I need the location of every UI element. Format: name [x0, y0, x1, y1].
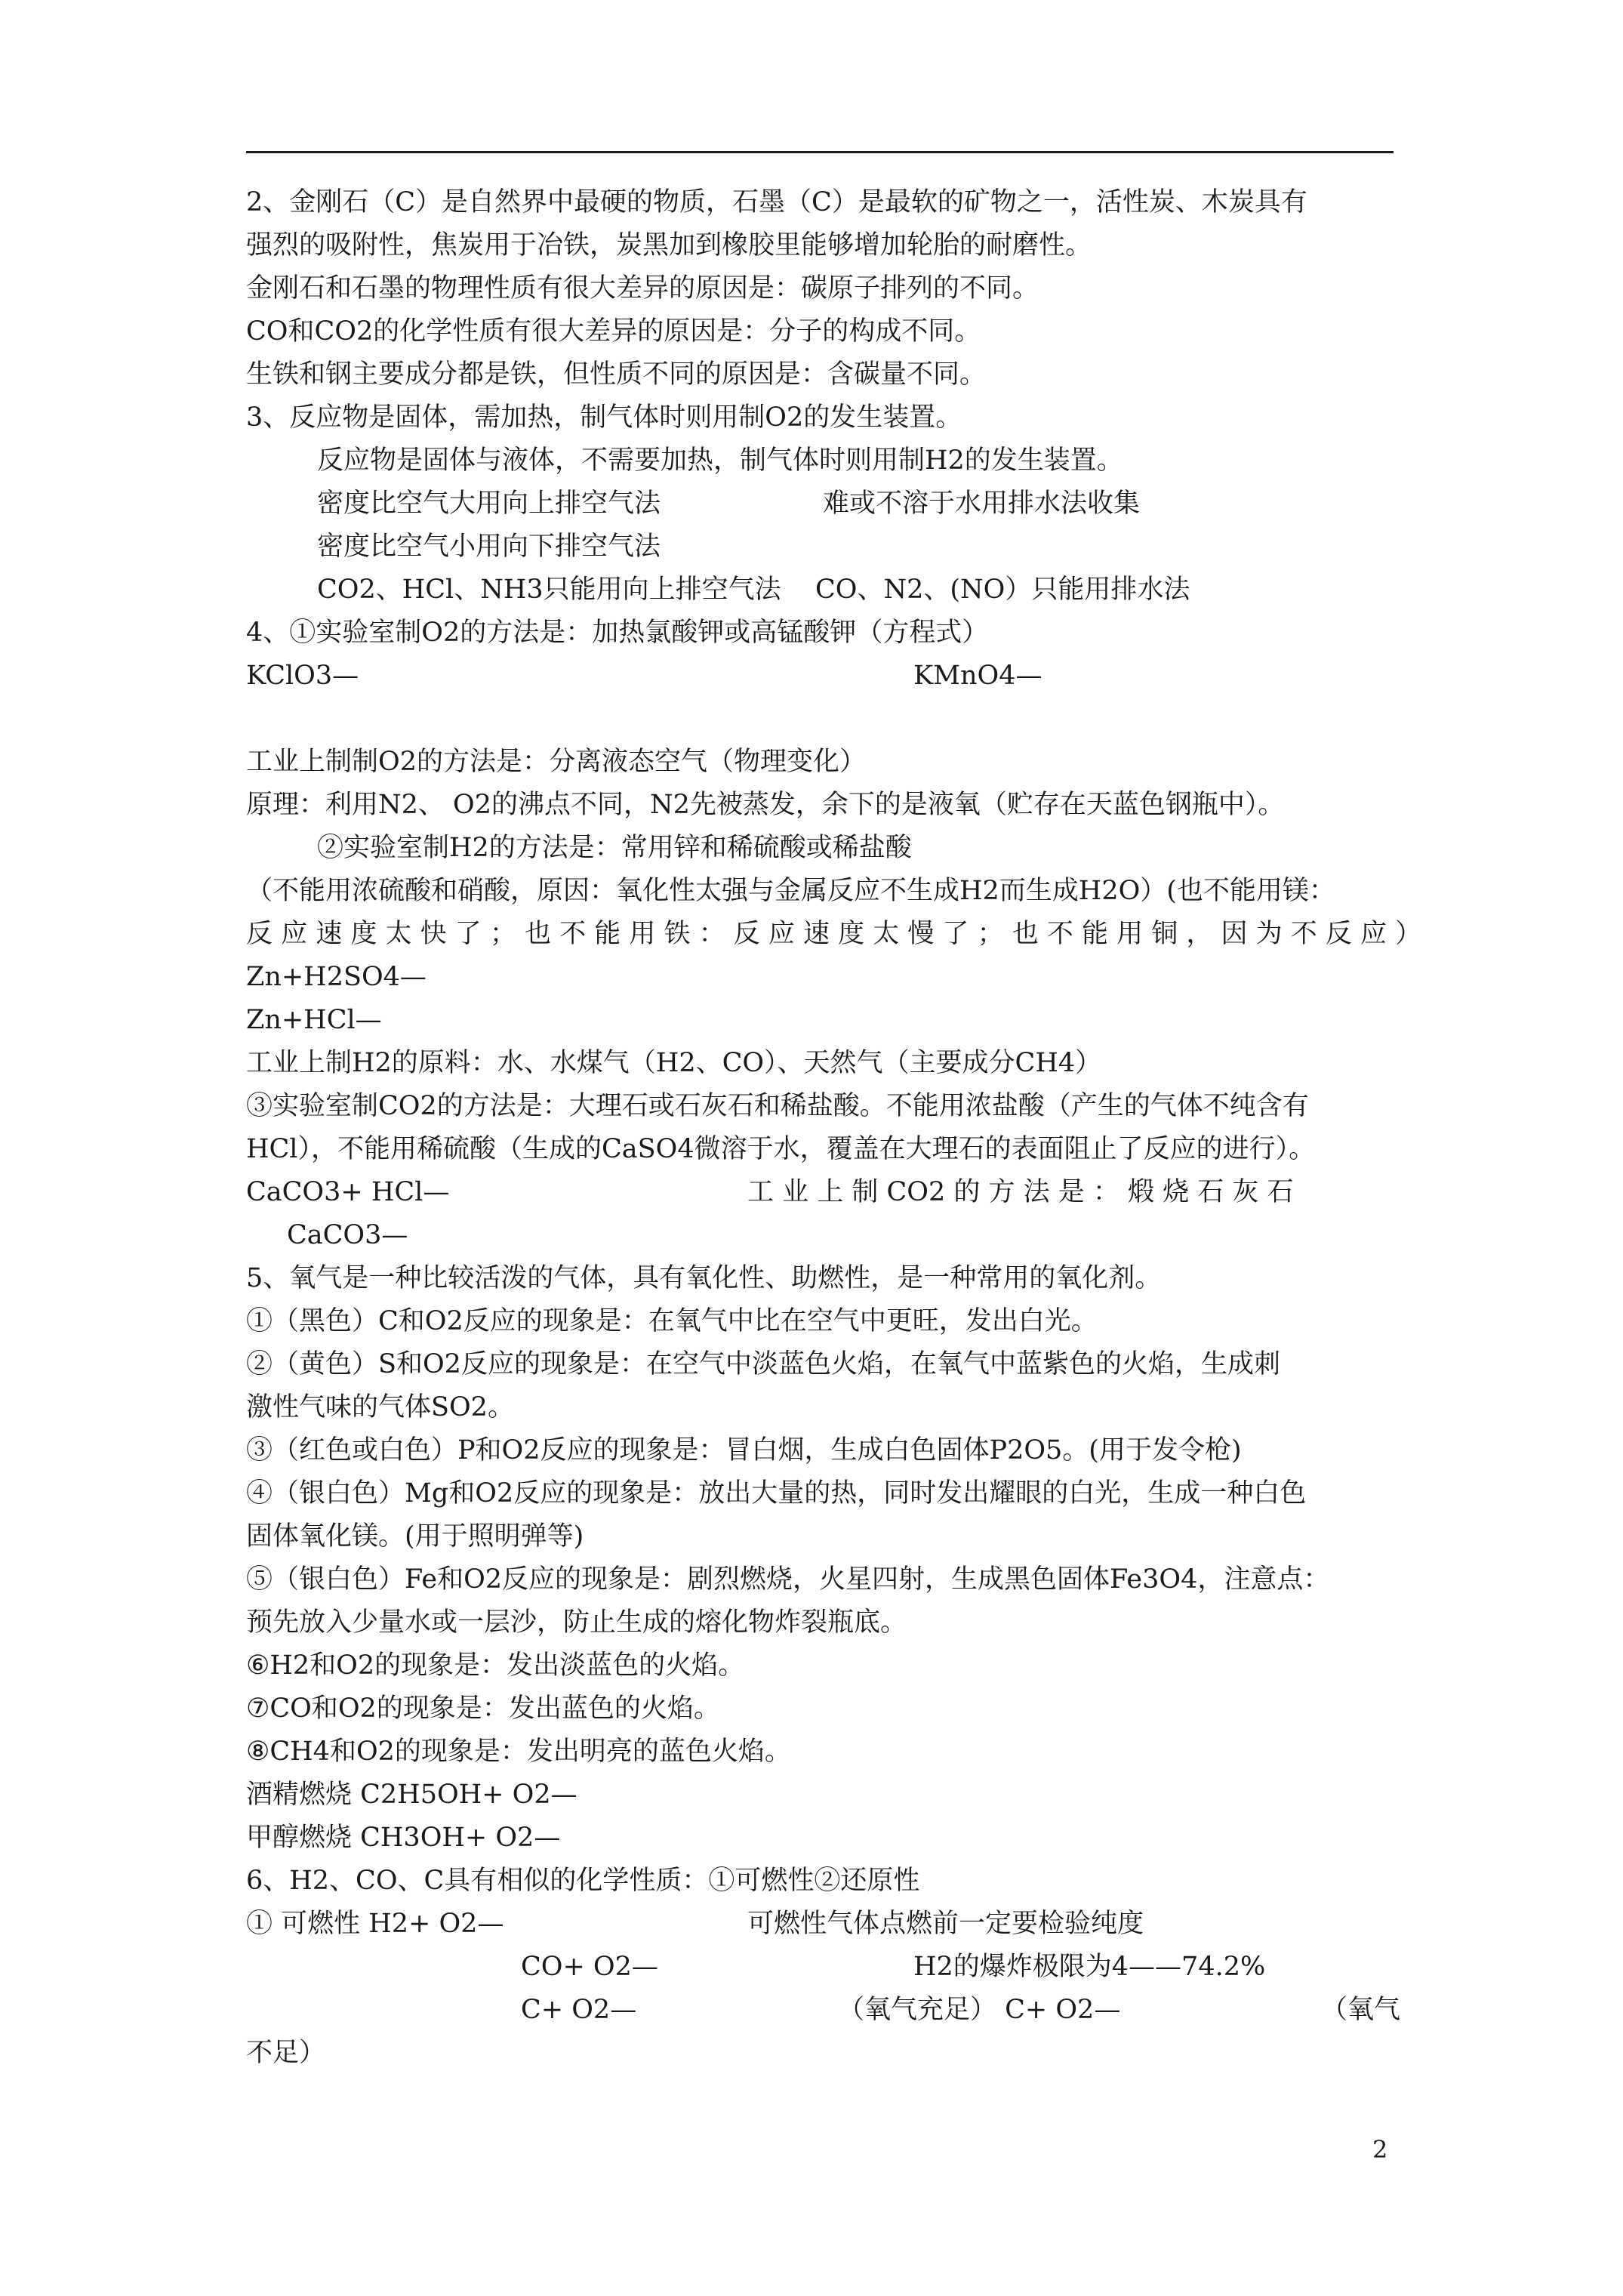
text-line: ①（黑色）C和O2反应的现象是：在氧气中比在空气中更旺，发出白光。: [246, 1306, 1098, 1336]
text-line: 反 应 速 度 太 快 了 ； 也 不 能 用 铁 ： 反 应 速 度 太 慢 了 ； 也 不 能 用 铜 ， 因 为 不 反 应 ）: [246, 919, 1422, 949]
text-line: 4、①实验室制O2的方法是：加热氯酸钾或高锰酸钾（方程式）: [246, 618, 989, 648]
text-line: CaCO3—: [287, 1220, 408, 1250]
text-line: 甲醇燃烧 CH3OH+ O2—: [246, 1823, 561, 1853]
text-line: 激性气味的气体SO2。: [246, 1392, 514, 1422]
text-line: ④（银白色）Mg和O2反应的现象是：放出大量的热，同时发出耀眼的白光，生成一种白色: [246, 1478, 1307, 1509]
header-rule: [246, 151, 1394, 153]
text-line: HCl），不能用稀硫酸（生成的CaSO4微溶于水，覆盖在大理石的表面阻止了反应的进行）。: [246, 1134, 1316, 1164]
text-line: CO、N2、(NO）只能用排水法: [815, 575, 1190, 605]
text-line: 生铁和钢主要成分都是铁，但性质不同的原因是：含碳量不同。: [246, 359, 987, 390]
page-number: 2: [1372, 2135, 1388, 2164]
text-line: 原理：利用N2、 O2的沸点不同，N2先被蒸发，余下的是液氧（贮存在天蓝色钢瓶中）。: [246, 790, 1285, 820]
text-line: （氧气充足） C+ O2—: [838, 1995, 1121, 2025]
text-line: 金刚石和石墨的物理性质有很大差异的原因是：碳原子排列的不同。: [246, 273, 1039, 304]
text-line: 固体氧化镁。(用于照明弹等): [246, 1521, 584, 1552]
text-line: （氧气: [1321, 1995, 1401, 2025]
text-line: 5、氧气是一种比较活泼的气体，具有氧化性、助燃性，是一种常用的氧化剂。: [246, 1263, 1162, 1293]
text-line: KMnO4—: [913, 661, 1042, 691]
text-line: 工 业 上 制 CO2 的 方 法 是 ： 煅 烧 石 灰 石: [747, 1177, 1294, 1207]
text-line: 酒精燃烧 C2H5OH+ O2—: [246, 1780, 577, 1810]
text-line: 工业上制制O2的方法是：分离液态空气（物理变化）: [246, 747, 866, 777]
text-line: 可燃性气体点燃前一定要检验纯度: [747, 1909, 1144, 1939]
text-line: CO2、HCl、NH3只能用向上排空气法: [317, 575, 781, 605]
text-line: ③（红色或白色）P和O2反应的现象是：冒白烟，生成白色固体P2O5。(用于发令枪): [246, 1435, 1242, 1465]
text-line: ⑥H2和O2的现象是：发出淡蓝色的火焰。: [246, 1650, 745, 1681]
text-line: ⑧CH4和O2的现象是：发出明亮的蓝色火焰。: [246, 1737, 791, 1767]
text-line: 密度比空气大用向上排空气法: [317, 488, 661, 519]
text-line: H2的爆炸极限为4——74.2%: [913, 1952, 1266, 1982]
text-line: 反应物是固体与液体，不需要加热，制气体时则用制H2的发生装置。: [317, 445, 1123, 476]
text-line: ① 可燃性 H2+ O2—: [246, 1909, 504, 1939]
text-line: ②实验室制H2的方法是：常用锌和稀硫酸或稀盐酸: [317, 833, 912, 863]
text-line: ⑤（银白色）Fe和O2反应的现象是：剧烈燃烧，火星四射，生成黑色固体Fe3O4，注意点：: [246, 1564, 1330, 1595]
text-line: CO+ O2—: [521, 1952, 658, 1982]
text-line: 预先放入少量水或一层沙，防止生成的熔化物炸裂瓶底。: [246, 1607, 907, 1638]
text-line: 不足）: [246, 2038, 326, 2068]
text-line: 3、反应物是固体，需加热，制气体时则用制O2的发生装置。: [246, 402, 962, 433]
text-line: C+ O2—: [521, 1995, 637, 2025]
text-line: 强烈的吸附性，焦炭用于冶铁，炭黑加到橡胶里能够增加轮胎的耐磨性。: [246, 230, 1092, 260]
text-line: 工业上制H2的原料：水、水煤气（H2、CO）、天然气（主要成分CH4）: [246, 1048, 1102, 1078]
text-line: ⑦CO和O2的现象是：发出蓝色的火焰。: [246, 1693, 720, 1724]
text-line: ③实验室制CO2的方法是：大理石或石灰石和稀盐酸。不能用浓盐酸（产生的气体不纯含有: [246, 1091, 1309, 1121]
text-line: ②（黄色）S和O2反应的现象是：在空气中淡蓝色火焰，在氧气中蓝紫色的火焰，生成刺: [246, 1349, 1280, 1379]
text-line: 2、金刚石（C）是自然界中最硬的物质，石墨（C）是最软的矿物之一，活性炭、木炭具有: [246, 187, 1307, 217]
text-line: Zn+HCl—: [246, 1005, 382, 1035]
text-line: CO和CO2的化学性质有很大差异的原因是：分子的构成不同。: [246, 316, 981, 347]
text-line: 难或不溶于水用排水法收集: [823, 488, 1141, 519]
text-line: Zn+H2SO4—: [246, 962, 427, 992]
text-line: CaCO3+ HCl—: [246, 1177, 450, 1207]
text-line: 密度比空气小用向下排空气法: [317, 532, 661, 562]
text-line: 6、H2、CO、C具有相似的化学性质：①可燃性②还原性: [246, 1866, 920, 1896]
text-line: KClO3—: [246, 661, 359, 691]
text-line: （不能用浓硫酸和硝酸，原因：氧化性太强与金属反应不生成H2而生成H2O）(也不能用镁：: [246, 876, 1335, 906]
